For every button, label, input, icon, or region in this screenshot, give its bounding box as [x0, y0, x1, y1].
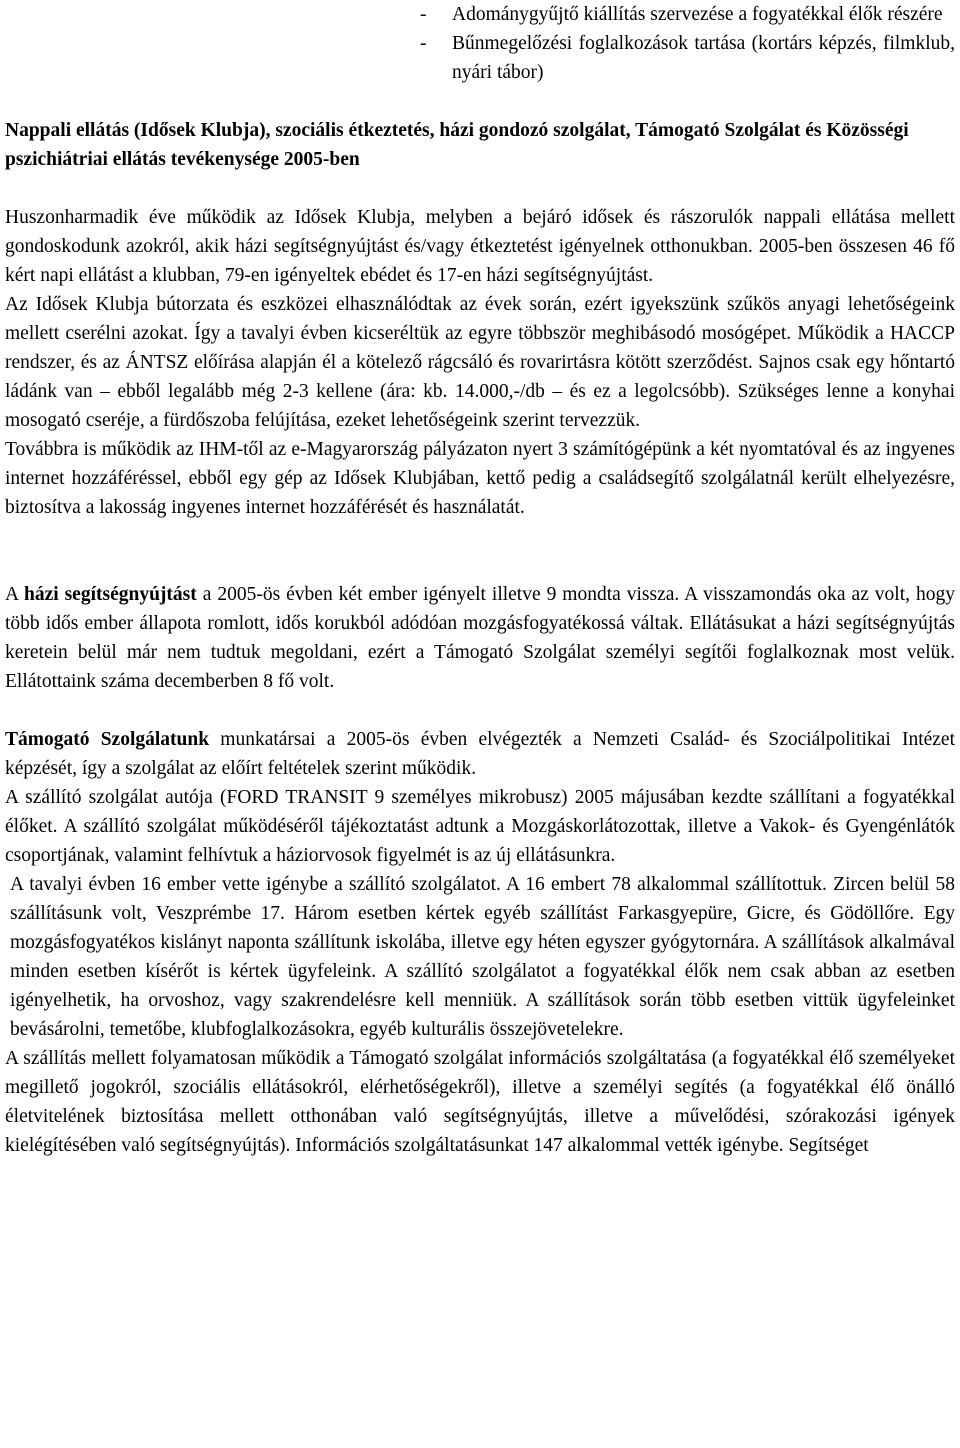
- paragraph-klub-computers: Továbbra is működik az IHM-től az e-Magyarország pályázaton nyert 3 számítógépünk a két nyomtatóval és az ingyenes internet hozzáféréssel, ebből egy gép az Idősek Klubjában, kettő pedig a családsegítő szolgálatnál került elhelyezésre, biztosítva a lakosság ingyenes internet hozzáférését és használatát.: [5, 439, 955, 518]
- list-dash: -: [420, 4, 427, 25]
- paragraph-tavalyi-ev: A tavalyi évben 16 ember vette igénybe a szállító szolgálatot. A 16 embert 78 alkalommal szállítottuk. Zircen belül 58 szállításunk volt, Veszprémbe 17. Három esetben kértek egyéb szállítást Farkasgyepüre, Gicre, és Gödöllőre. Egy mozgásfogyatékos kislányt naponta szállítunk iskolába, illetve egy héten egyszer gyógytornára. A szállítások alkalmával minden esetben kísérőt is kértek ügyfeleink. A szállító szolgálatot a fogyatékkal élők nem csak abban az esetben igényelhetik, ha orvoshoz, vagy szakrendelésre kell menniük. A szállítások során több esetben vittük ügyfeleinket bevásárolni, temetőbe, klubfoglalkozásokra, egyéb kulturális összejövetelekre.: [10, 874, 955, 1040]
- list-item-text: Adománygyűjtő kiállítás szervezése a fogyatékkal élők részére: [452, 4, 943, 25]
- paragraph-informacios-szolgaltatas: A szállítás mellett folyamatosan működik a Támogató szolgálat információs szolgáltatása (a fogyatékkal élő személyeket megillető jogokról, szociális ellátásokról, elérhetőségekről), illetve a személyi segítés (a fogyatékkal élő önálló életvitelének biztosítása mellett otthonában való segítségnyújtás, illetve a művelődési, szórakozási igények kielégítésében való segítségnyújtás). Információs szolgáltatásunkat 147 alkalommal vették igénybe. Segítséget: [5, 1048, 955, 1156]
- bold-term: Támogató Szolgálatunk: [5, 729, 210, 750]
- paragraph-klub-intro: Huszonharmadik éve működik az Idősek Klubja, melyben a bejáró idősek és rászorulók nappali ellátása mellett gondoskodunk azokról, akik házi segítségnyújtást és/vagy étkeztetést igényelnek otthonukban. 2005-ben összesen 46 fő kért napi ellátást a klubban, 79-en igényeltek ebédet és 17-en házi segítségnyújtást.: [5, 207, 955, 286]
- list-dash: -: [420, 33, 427, 54]
- paragraph-rest: munkatársai a 2005-ös évben elvégezték a Nemzeti Család- és Szociálpolitikai Intézet képzését, így a szolgálat az előírt feltételek szerint működik.: [5, 729, 955, 779]
- list-item: [420, 0, 955, 29]
- bold-term: házi segítségnyújtást: [23, 584, 197, 605]
- paragraph-pre: A: [5, 584, 24, 605]
- bullet-list: [420, 0, 955, 87]
- paragraph-szallito-auto: A szállító szolgálat autója (FORD TRANSIT 9 személyes mikrobusz) 2005 májusában kezdte szállítani a fogyatékkal élőket. A szállító szolgálat működéséről tájékoztatást adtunk a Mozgáskorlátozottak, illetve a Vakok- és Gyengénlátók csoportjának, valamint felhívtuk a háziorvosok figyelmét is az új ellátásunkra.: [5, 787, 955, 866]
- section-heading: Nappali ellátás (Idősek Klubja), szociális étkeztetés, házi gondozó szolgálat, Támogató Szolgálat és Közösségi pszichiátriai ellátás tevékenysége 2005-ben: [5, 120, 909, 170]
- document-page: [5, 0, 955, 1160]
- paragraph-klub-equipment: Az Idősek Klubja bútorzata és eszközei elhasználódtak az évek során, ezért igyekszünk szűkös anyagi lehetőségeink mellett cserélni azokat. Így a tavalyi évben kicseréltük az egyre többször meghibásodó mosógépet. Működik a HACCP rendszer, és az ÁNTSZ előírása alapján él a kötelező rágcsáló és rovarirtásra kötött szerződést. Sajnos csak egy hőntartó ládánk van – ebből legalább még 2-3 kellene (ára: kb. 14.000,-/db – és ez a legolcsóbb). Szükséges lenne a konyhai mosogató cseréje, a fürdőszoba felújítása, ezeket lehetőségeink szerint tervezzük.: [5, 294, 955, 431]
- list-item: [420, 29, 955, 87]
- list-item-text: Bűnmegelőzési foglalkozások tartása (kortárs képzés, filmklub, nyári tábor): [452, 33, 955, 83]
- paragraph-tamogato-szolgalat: [5, 725, 955, 783]
- paragraph-hazi-segitsegnyujtas: [5, 580, 955, 696]
- paragraph-rest: a 2005-ös évben két ember igényelt illetve 9 mondta vissza. A visszamondás oka az volt, hogy több idős ember állapota romlott, idős korukból adódóan mozgásfogyatékossá váltak. Ellátásukat a házi segítségnyújtás keretein belül már nem tudtuk megoldani, ezért a Támogató Szolgálat személyi segítői foglalkoznak most velük. Ellátottaink száma decemberben 8 fő volt.: [5, 584, 955, 692]
